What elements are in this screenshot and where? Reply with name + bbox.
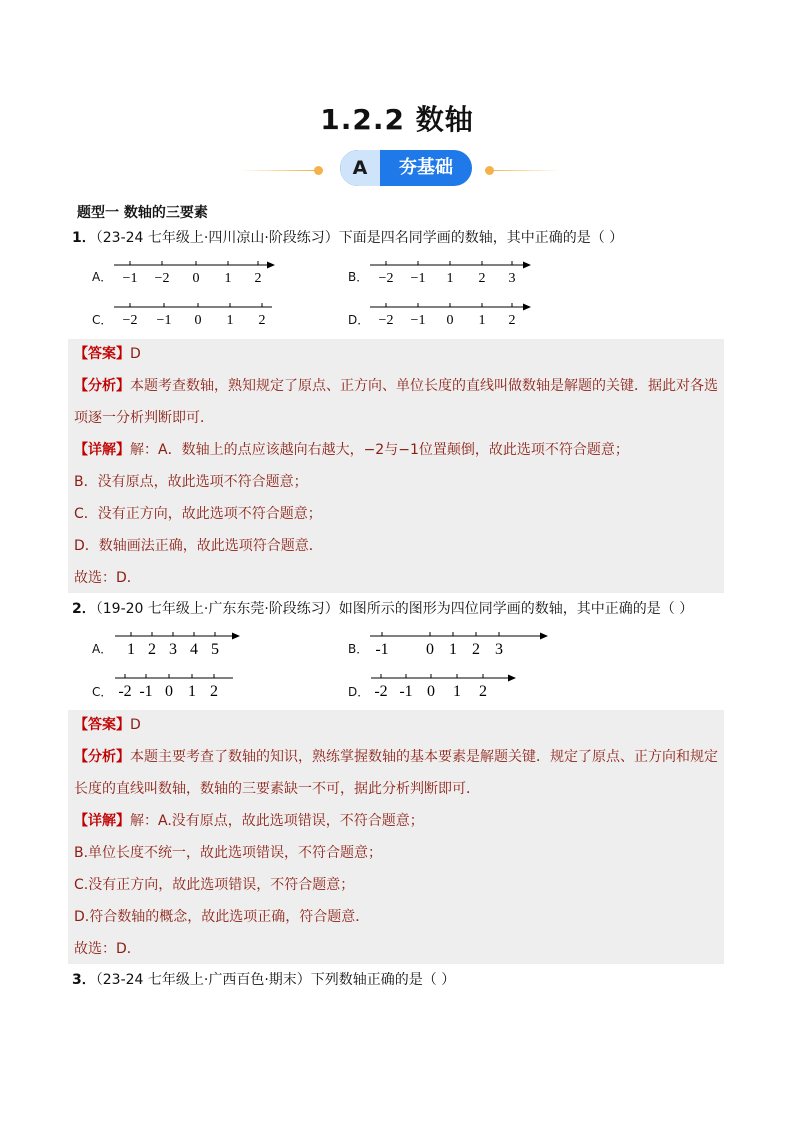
axis-tick-label: 3	[495, 641, 503, 658]
answer-value: D	[130, 346, 141, 362]
q1-source: （23-24 七年级上·四川凉山·阶段练习）	[95, 230, 339, 246]
q2-axis-a	[113, 630, 243, 658]
banner-line-right	[485, 170, 560, 171]
axis-tick-label: 1	[188, 683, 196, 700]
axis-tick-label: −2	[378, 313, 394, 328]
axis-tick-label: 0	[446, 313, 454, 328]
q1-option-b-label: B．	[348, 270, 369, 284]
q1-conclusion: 故选：D．	[74, 570, 141, 586]
q2-conclusion: 故选：D．	[74, 941, 141, 957]
analysis-tag: 【分析】	[74, 378, 130, 394]
q2-analysis-line-2: 长度的直线叫数轴，数轴的三要素缺一不可，据此分析判断即可．	[74, 781, 480, 797]
q2-detail-line-4: D.符合数轴的概念，故此选项正确，符合题意．	[74, 909, 370, 925]
page-title: 1.2.2 数轴	[320, 103, 474, 136]
q1-analysis-line-1	[74, 376, 718, 396]
q2-analysis-line-1	[74, 747, 718, 767]
level-letter: A	[340, 150, 380, 186]
analysis-text: 本题主要考查了数轴的知识，熟练掌握数轴的基本要素是解题关键．规定了原点、正方向和规定	[130, 749, 718, 765]
detail-tag: 【详解】	[74, 813, 130, 829]
q2-detail-line-3: C.没有正方向，故此选项错误，不符合题意；	[74, 877, 355, 893]
q2-stem	[72, 599, 693, 619]
axis-tick-label: 2	[148, 641, 156, 658]
axis-tick-label: -2	[374, 683, 388, 700]
axis-tick-label: 1	[224, 271, 232, 286]
axis-tick-label: −1	[122, 271, 138, 286]
q2-answer	[74, 715, 141, 735]
q2-text: 如图所示的图形为四位同学画的数轴，其中正确的是（ ）	[338, 601, 694, 617]
analysis-tag: 【分析】	[74, 749, 130, 765]
level-badge	[340, 150, 472, 186]
axis-tick-label: 2	[508, 313, 516, 328]
analysis-text: 本题考查数轴，熟知规定了原点、正方向、单位长度的直线叫做数轴是解题的关键．据此对各选	[130, 378, 718, 394]
axis-tick-label: −2	[378, 271, 394, 286]
axis-tick-label: 1	[449, 641, 457, 658]
q1-detail-line-3: C．没有正方向，故此选项不符合题意；	[74, 506, 322, 522]
axis-tick-label: 2	[254, 271, 262, 286]
q1-answer	[74, 344, 141, 364]
axis-tick-label: -2	[118, 683, 132, 700]
q1-detail-line-2: B．没有原点，故此选项不符合题意；	[74, 474, 308, 490]
answer-value: D	[130, 717, 141, 733]
q3-text: 下列数轴正确的是（ ）	[310, 972, 456, 988]
axis-arrow	[508, 675, 516, 682]
answer-tag: 【答案】	[74, 717, 130, 733]
axis-arrow	[523, 304, 531, 311]
q2-axis-c	[113, 672, 238, 700]
banner-dot-left	[314, 166, 323, 175]
axis-tick-label: 1	[446, 271, 454, 286]
q2-axis-d	[369, 672, 519, 700]
level-banner	[240, 150, 560, 190]
detail-tag: 【详解】	[74, 442, 130, 458]
q1-detail-line-4: D．数轴画法正确，故此选项符合题意．	[74, 538, 323, 554]
axis-tick-label: 0	[194, 313, 202, 328]
q2-option-d-label: D．	[348, 685, 370, 699]
q1-option-c-label: C．	[92, 313, 113, 327]
axis-tick-label: 2	[258, 313, 266, 328]
q1-answer-block	[68, 339, 724, 593]
q2-detail-line-2: B.单位长度不统一，故此选项错误，不符合题意；	[74, 845, 383, 861]
q1-option-a-label: A．	[92, 270, 113, 284]
q2-option-b-label: B．	[348, 642, 369, 656]
q1-axis-d	[368, 300, 533, 330]
q2-source: （19-20 七年级上·广东东莞·阶段练习）	[95, 601, 339, 617]
q2-answer-block	[68, 710, 724, 964]
q2-option-c-label: C．	[92, 685, 113, 699]
axis-tick-label: 2	[472, 641, 480, 658]
level-label: 夯基础	[399, 157, 453, 178]
q3-stem	[72, 970, 455, 990]
axis-tick-label: −1	[156, 313, 172, 328]
axis-tick-label: 3	[169, 641, 177, 658]
axis-tick-label: 2	[210, 683, 218, 700]
q1-detail-line-1	[74, 440, 629, 460]
detail-text: 解：A.没有原点，故此选项错误，不符合题意；	[130, 813, 424, 829]
axis-tick-label: -1	[399, 683, 413, 700]
q3-source: （23-24 七年级上·广西百色·期末）	[95, 972, 311, 988]
answer-tag: 【答案】	[74, 346, 130, 362]
axis-tick-label: −2	[122, 313, 138, 328]
axis-arrow	[540, 633, 548, 640]
axis-tick-label: 2	[479, 683, 487, 700]
axis-tick-label: 1	[478, 313, 486, 328]
axis-tick-label: 0	[427, 683, 435, 700]
axis-tick-label: -1	[139, 683, 153, 700]
axis-tick-label: 0	[165, 683, 173, 700]
section-heading: 题型一 数轴的三要素	[77, 205, 208, 221]
axis-tick-label: −2	[154, 271, 170, 286]
axis-tick-label: 1	[226, 313, 234, 328]
axis-tick-label: 3	[508, 271, 516, 286]
q1-text: 下面是四名同学画的数轴，其中正确的是（ ）	[338, 230, 624, 246]
axis-tick-label: 0	[192, 271, 200, 286]
axis-tick-label: -1	[375, 641, 389, 658]
q1-stem	[72, 228, 623, 248]
q2-number: 2．	[72, 601, 96, 617]
q2-option-a-label: A．	[92, 642, 113, 656]
q1-analysis-line-2: 项逐一分析判断即可．	[74, 410, 214, 426]
axis-arrow	[523, 262, 531, 269]
q1-axis-c	[112, 300, 277, 330]
axis-tick-label: −1	[410, 313, 426, 328]
q2-detail-line-1	[74, 811, 424, 831]
axis-arrow	[232, 633, 240, 640]
q1-axis-b	[368, 258, 533, 288]
axis-tick-label: 1	[453, 683, 461, 700]
q1-option-d-label: D．	[348, 313, 370, 327]
banner-line-left	[240, 170, 315, 171]
axis-tick-label: 4	[190, 641, 198, 658]
q3-number: 3．	[72, 972, 96, 988]
q1-axis-a	[112, 258, 277, 288]
axis-tick-label: 2	[478, 271, 486, 286]
detail-text: 解：A．数轴上的点应该越向右越大，−2与−1位置颠倒，故此选项不符合题意；	[130, 442, 629, 458]
axis-tick-label: −1	[410, 271, 426, 286]
axis-tick-label: 0	[426, 641, 434, 658]
axis-tick-label: 1	[127, 641, 135, 658]
q2-axis-b	[368, 630, 553, 658]
axis-arrow	[267, 262, 275, 269]
axis-tick-label: 5	[211, 641, 219, 658]
q1-number: 1．	[72, 230, 96, 246]
